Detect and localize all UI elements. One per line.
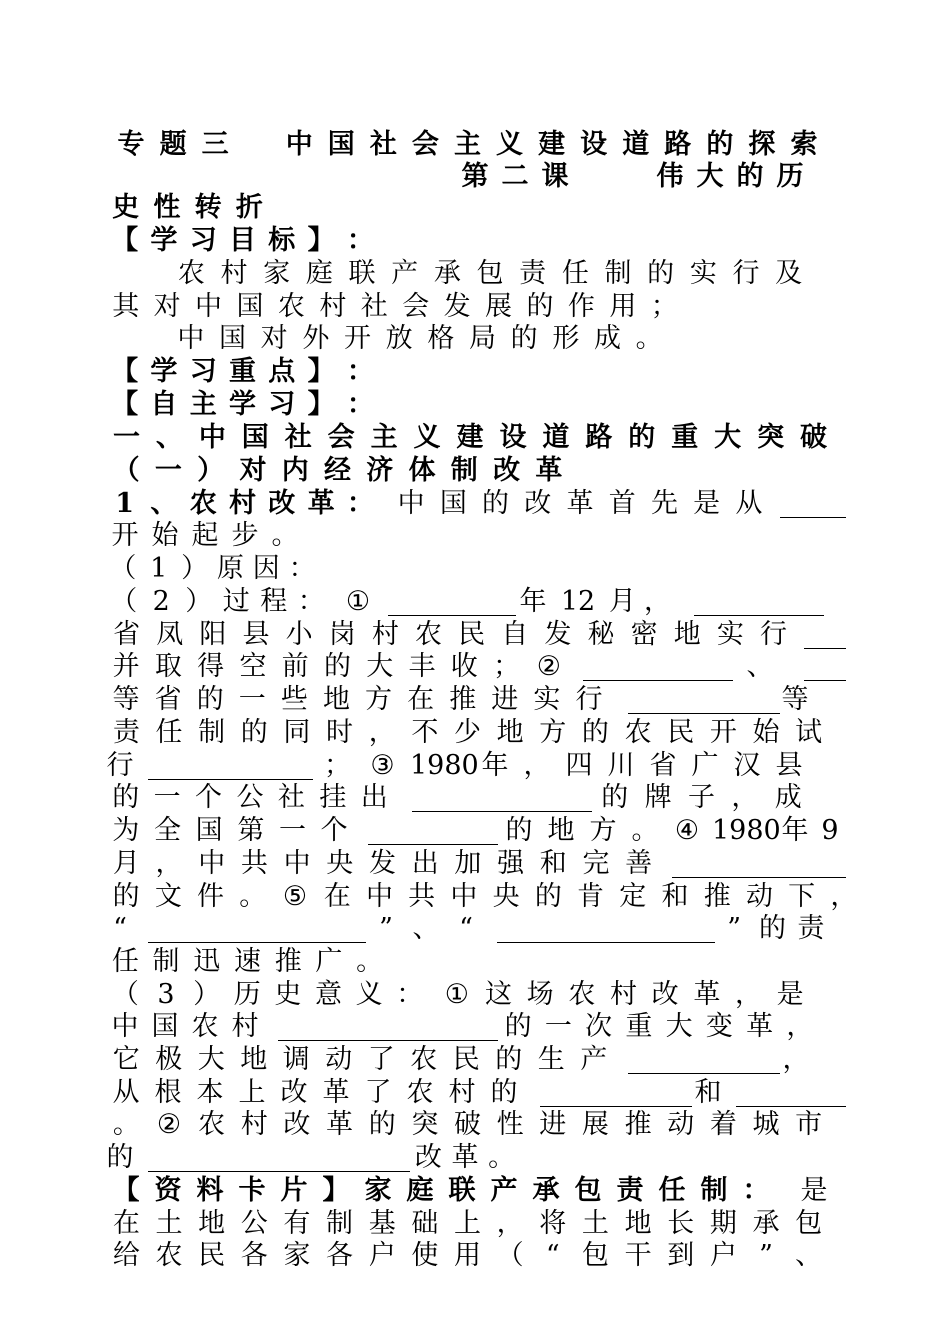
card-text-line-3: 给 农 民 各 家 各 户 使 用 （ “ 包 干 到 户 ” 、: [112, 1240, 823, 1271]
selfstudy-heading: 【 自 主 学 习 】 ：: [111, 389, 374, 420]
process-line-3a: 并 取 得 空 前 的 大 丰 收 ； ②: [112, 651, 561, 682]
card-text-a: 是: [800, 1175, 828, 1206]
blank-1[interactable]: [780, 489, 846, 518]
significance-line-4a: 从 根 本 上 改 革 了 农 村 的: [112, 1077, 518, 1108]
blank-3[interactable]: [804, 620, 846, 649]
rural-label: 1 、 农 村 改 革 ：: [115, 488, 374, 519]
section1-sub1: （ 一 ） 对 内 经 济 体 制 改 革: [112, 455, 563, 486]
process-year2: 年: [781, 815, 809, 846]
process-1980: 1980: [410, 750, 479, 781]
process-line-6b: ； ③: [324, 750, 395, 781]
process-9: 9: [821, 815, 839, 846]
objective-1a: 农 村 家 庭 联 产 承 包 责 任 制 的 实 行 及: [177, 258, 803, 289]
objective-2: 中 国 对 外 开 放 格 局 的 形 成 。: [177, 323, 663, 354]
process-12: 12: [560, 586, 596, 617]
process-circle-1: ①: [345, 586, 371, 617]
process-line-2: 省 凤 阳 县 小 岗 村 农 民 自 发 秘 密 地 实 行: [113, 619, 787, 650]
process-line-10: 的 文 件 。 ⑤ 在 中 共 中 央 的 肯 定 和 推 动 下 ，: [112, 881, 858, 912]
blank-province[interactable]: [694, 587, 824, 616]
blank-10[interactable]: [672, 849, 846, 878]
rural-intro-a: 中 国 的 改 革 首 先 是 从: [397, 488, 763, 519]
reason-label: （ 1 ） 原 因 ：: [109, 553, 316, 584]
process-line-11a: “: [113, 913, 127, 944]
process-line-5: 责 任 制 的 同 时 ， 不 少 地 方 的 农 民 开 始 试: [112, 717, 823, 748]
keypoints-heading: 【 学 习 重 点 】 ：: [111, 356, 374, 387]
process-month: 月 ，: [609, 586, 671, 617]
process-line-6a: 行: [106, 750, 134, 781]
significance-line-3b: ，: [782, 1044, 810, 1075]
process-line-11b: ” 、 “: [379, 913, 473, 944]
process-line-8a: 为 全 国 第 一 个: [112, 815, 348, 846]
significance-line-5: 。 ② 农 村 改 革 的 突 破 性 进 展 推 动 着 城 市: [112, 1109, 823, 1140]
title-line-2b: 伟 大 的 历: [656, 161, 804, 192]
card-label: 【 资 料 卡 片 】 家 庭 联 产 承 包 责 任 制 ：: [112, 1175, 770, 1206]
process-line-3b: 、: [746, 651, 774, 682]
process-line-7b: 的 牌 子 ， 成: [601, 782, 802, 813]
significance-line-6a: 的: [106, 1142, 134, 1173]
title-line-2a: 第 二 课: [461, 161, 569, 192]
process-line-6c: 年 ， 四 川 省 广 汉 县: [481, 750, 803, 781]
section1-heading: 一 、 中 国 社 会 主 义 建 设 道 路 的 重 大 突 破: [112, 422, 828, 453]
process-line-7a: 的 一 个 公 社 挂 出: [112, 782, 388, 813]
process-line-4b: 等: [781, 684, 809, 715]
title-line-1: 专 题 三 中 国 社 会 主 义 建 设 道 路 的 探 索: [117, 129, 818, 160]
blank-5[interactable]: [804, 652, 846, 681]
objective-1b: 其 对 中 国 农 村 社 会 发 展 的 作 用 ；: [112, 291, 678, 322]
process-line-4a: 等 省 的 一 些 地 方 在 推 进 实 行: [112, 684, 603, 715]
significance-line-6b: 改 革 。: [414, 1142, 516, 1173]
significance-line-3a: 它 极 大 地 调 动 了 农 民 的 生 产: [112, 1044, 608, 1075]
significance-line-4b: 和: [694, 1077, 722, 1108]
process-1980b: 1980: [712, 815, 781, 846]
process-line-9: 月 ， 中 共 中 央 发 出 加 强 和 完 善: [112, 848, 653, 879]
process-line-11c: ” 的 责: [727, 913, 825, 944]
significance-line-2b: 的 一 次 重 大 变 革 ，: [504, 1011, 814, 1042]
process-line-8b: 的 地 方 。 ④: [505, 815, 700, 846]
objectives-heading: 【 学 习 目 标 】 ：: [111, 225, 374, 256]
process-year: 年: [519, 586, 547, 617]
significance-line-2a: 中 国 农 村: [111, 1011, 259, 1042]
significance-a: ① 这 场 农 村 改 革 ， 是: [444, 979, 804, 1010]
title-line-3: 史 性 转 折: [112, 192, 263, 223]
blank-16[interactable]: [736, 1078, 846, 1107]
significance-label: （ 3 ） 历 史 意 义 ：: [111, 979, 424, 1010]
process-line-12: 任 制 迅 速 推 广 。: [111, 946, 384, 977]
process-label: （ 2 ） 过 程 ：: [110, 586, 325, 617]
card-text-line-2: 在 土 地 公 有 制 基 础 上 ， 将 土 地 长 期 承 包: [112, 1208, 823, 1239]
rural-intro-b: 开 始 起 步 。: [111, 520, 299, 551]
